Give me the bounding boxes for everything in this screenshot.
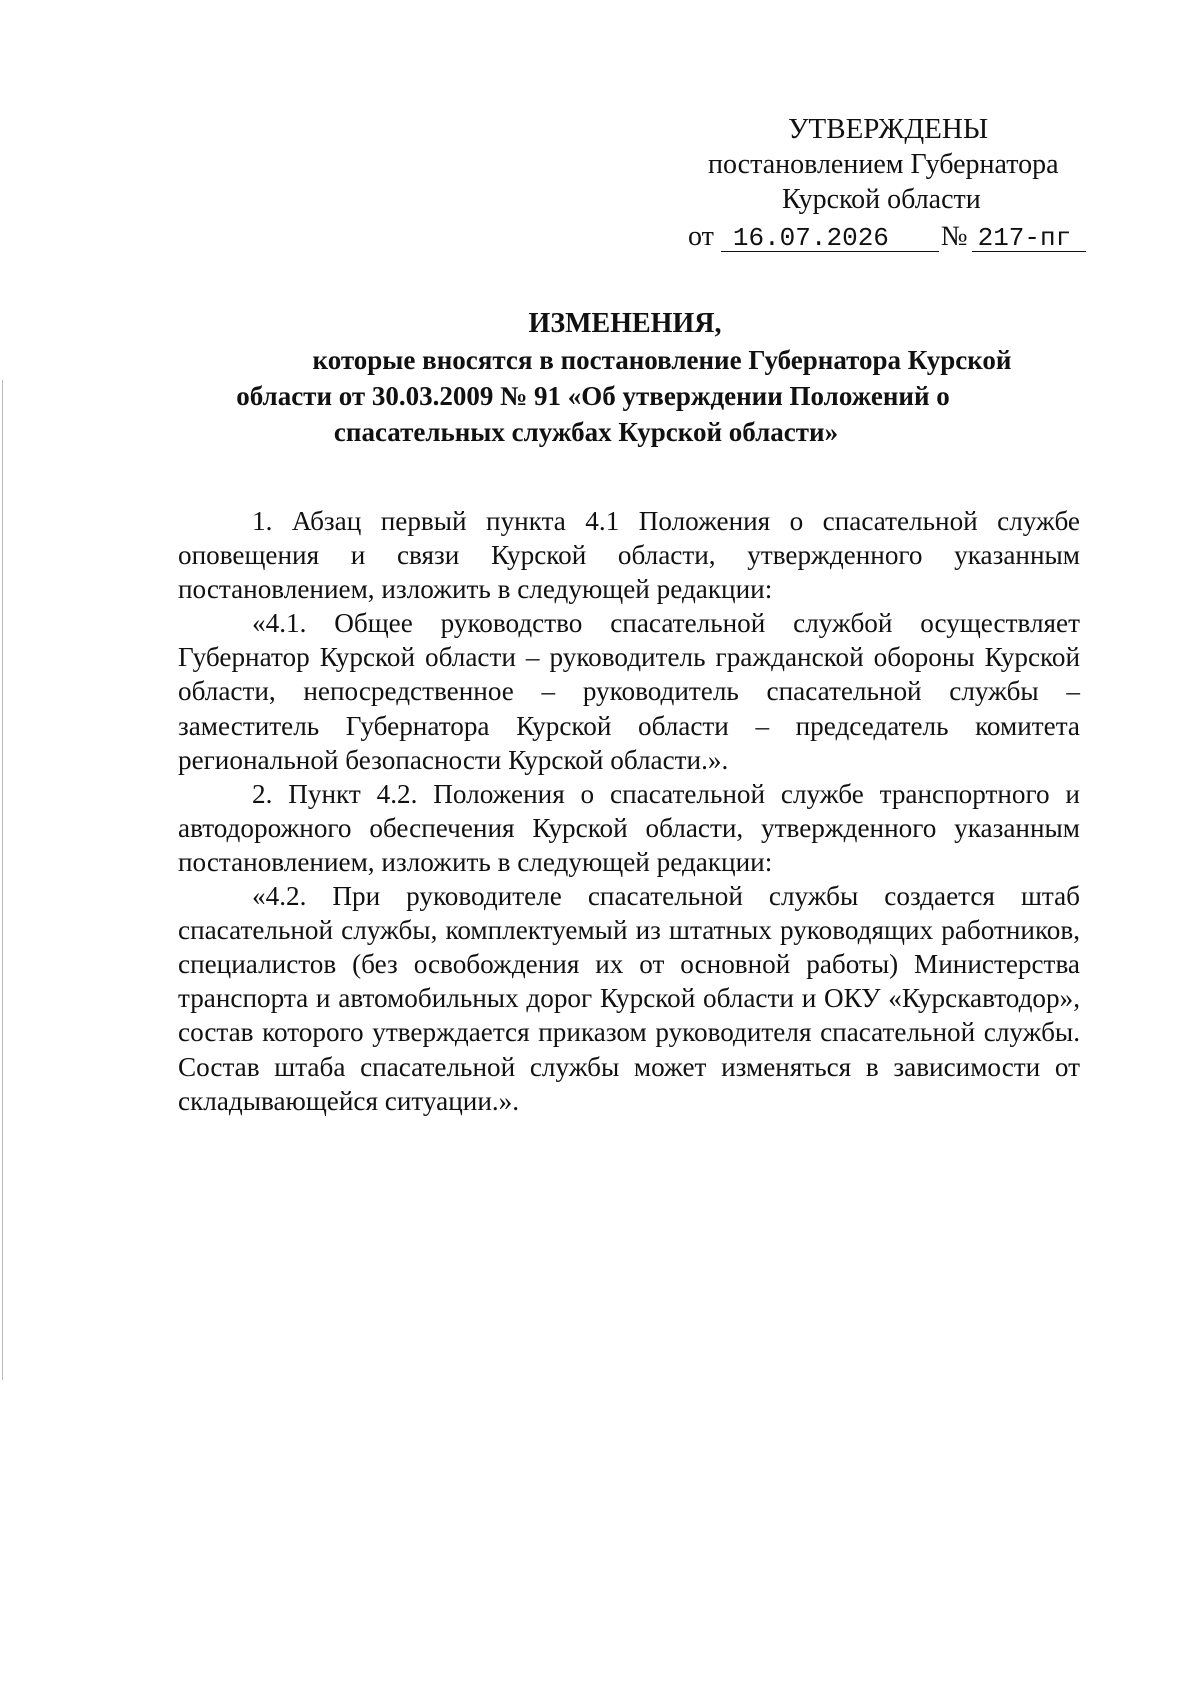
document-body xyxy=(178,504,1080,1118)
heading-line-4: спасательных службах Курской области» xyxy=(333,417,839,447)
number-sign: № xyxy=(940,221,968,252)
date-prefix: от xyxy=(688,221,714,252)
heading-title: ИЗМЕНЕНИЯ, xyxy=(528,308,722,339)
document-heading xyxy=(180,306,1080,450)
approval-date-number-line xyxy=(640,219,1090,254)
paragraph-3: 2. Пункт 4.2. Положения о спасательной службе транспортного и автодорожного обеспечения Курской области, утвержденного указанным постановлением, изложить в следующей редакции: xyxy=(178,778,1080,877)
paragraph-2: «4.1. Общее руководство спасательной службой осуществляет Губернатор Курской области – руководитель гражданской обороны Курской области, непосредственное – руководитель спасательной службы – заместитель Губернатора Курской области – председатель комитета региональной безопасности Курской области.». xyxy=(178,608,1080,775)
approval-number: 217-пг xyxy=(972,225,1086,252)
approval-title: УТВЕРЖДЕНЫ xyxy=(788,113,989,145)
paragraph-4: «4.2. При руководителе спасательной службы создается штаб спасательной службы, комплектуемый из штатных руководящих работников, специалистов (без освобождения их от основной работы) Министерства транспорта и автомобильных дорог Курской области и ОКУ «Курскавтодор», состав которого утверждается приказом руководителя спасательной службы. Состав штаба спасательной службы может изменяться в зависимости от складывающейся ситуации.». xyxy=(178,881,1080,1116)
approval-authority: постановлением Губернатора xyxy=(708,149,1059,180)
scan-edge-line xyxy=(2,380,3,1380)
approval-block xyxy=(640,112,1090,254)
paragraph-1: 1. Абзац первый пункта 4.1 Положения о спасательной службе оповещения и связи Курской области, утвержденного указанным постановлением, изложить в следующей редакции: xyxy=(178,506,1080,605)
heading-line-2: которые вносятся в постановление Губернатора Курской xyxy=(312,345,1012,375)
approval-date: 16.07.2026 xyxy=(721,225,939,252)
approval-region: Курской области xyxy=(782,184,981,215)
heading-line-3: области от 30.03.2009 № 91 «Об утверждении Положений о xyxy=(236,381,950,411)
